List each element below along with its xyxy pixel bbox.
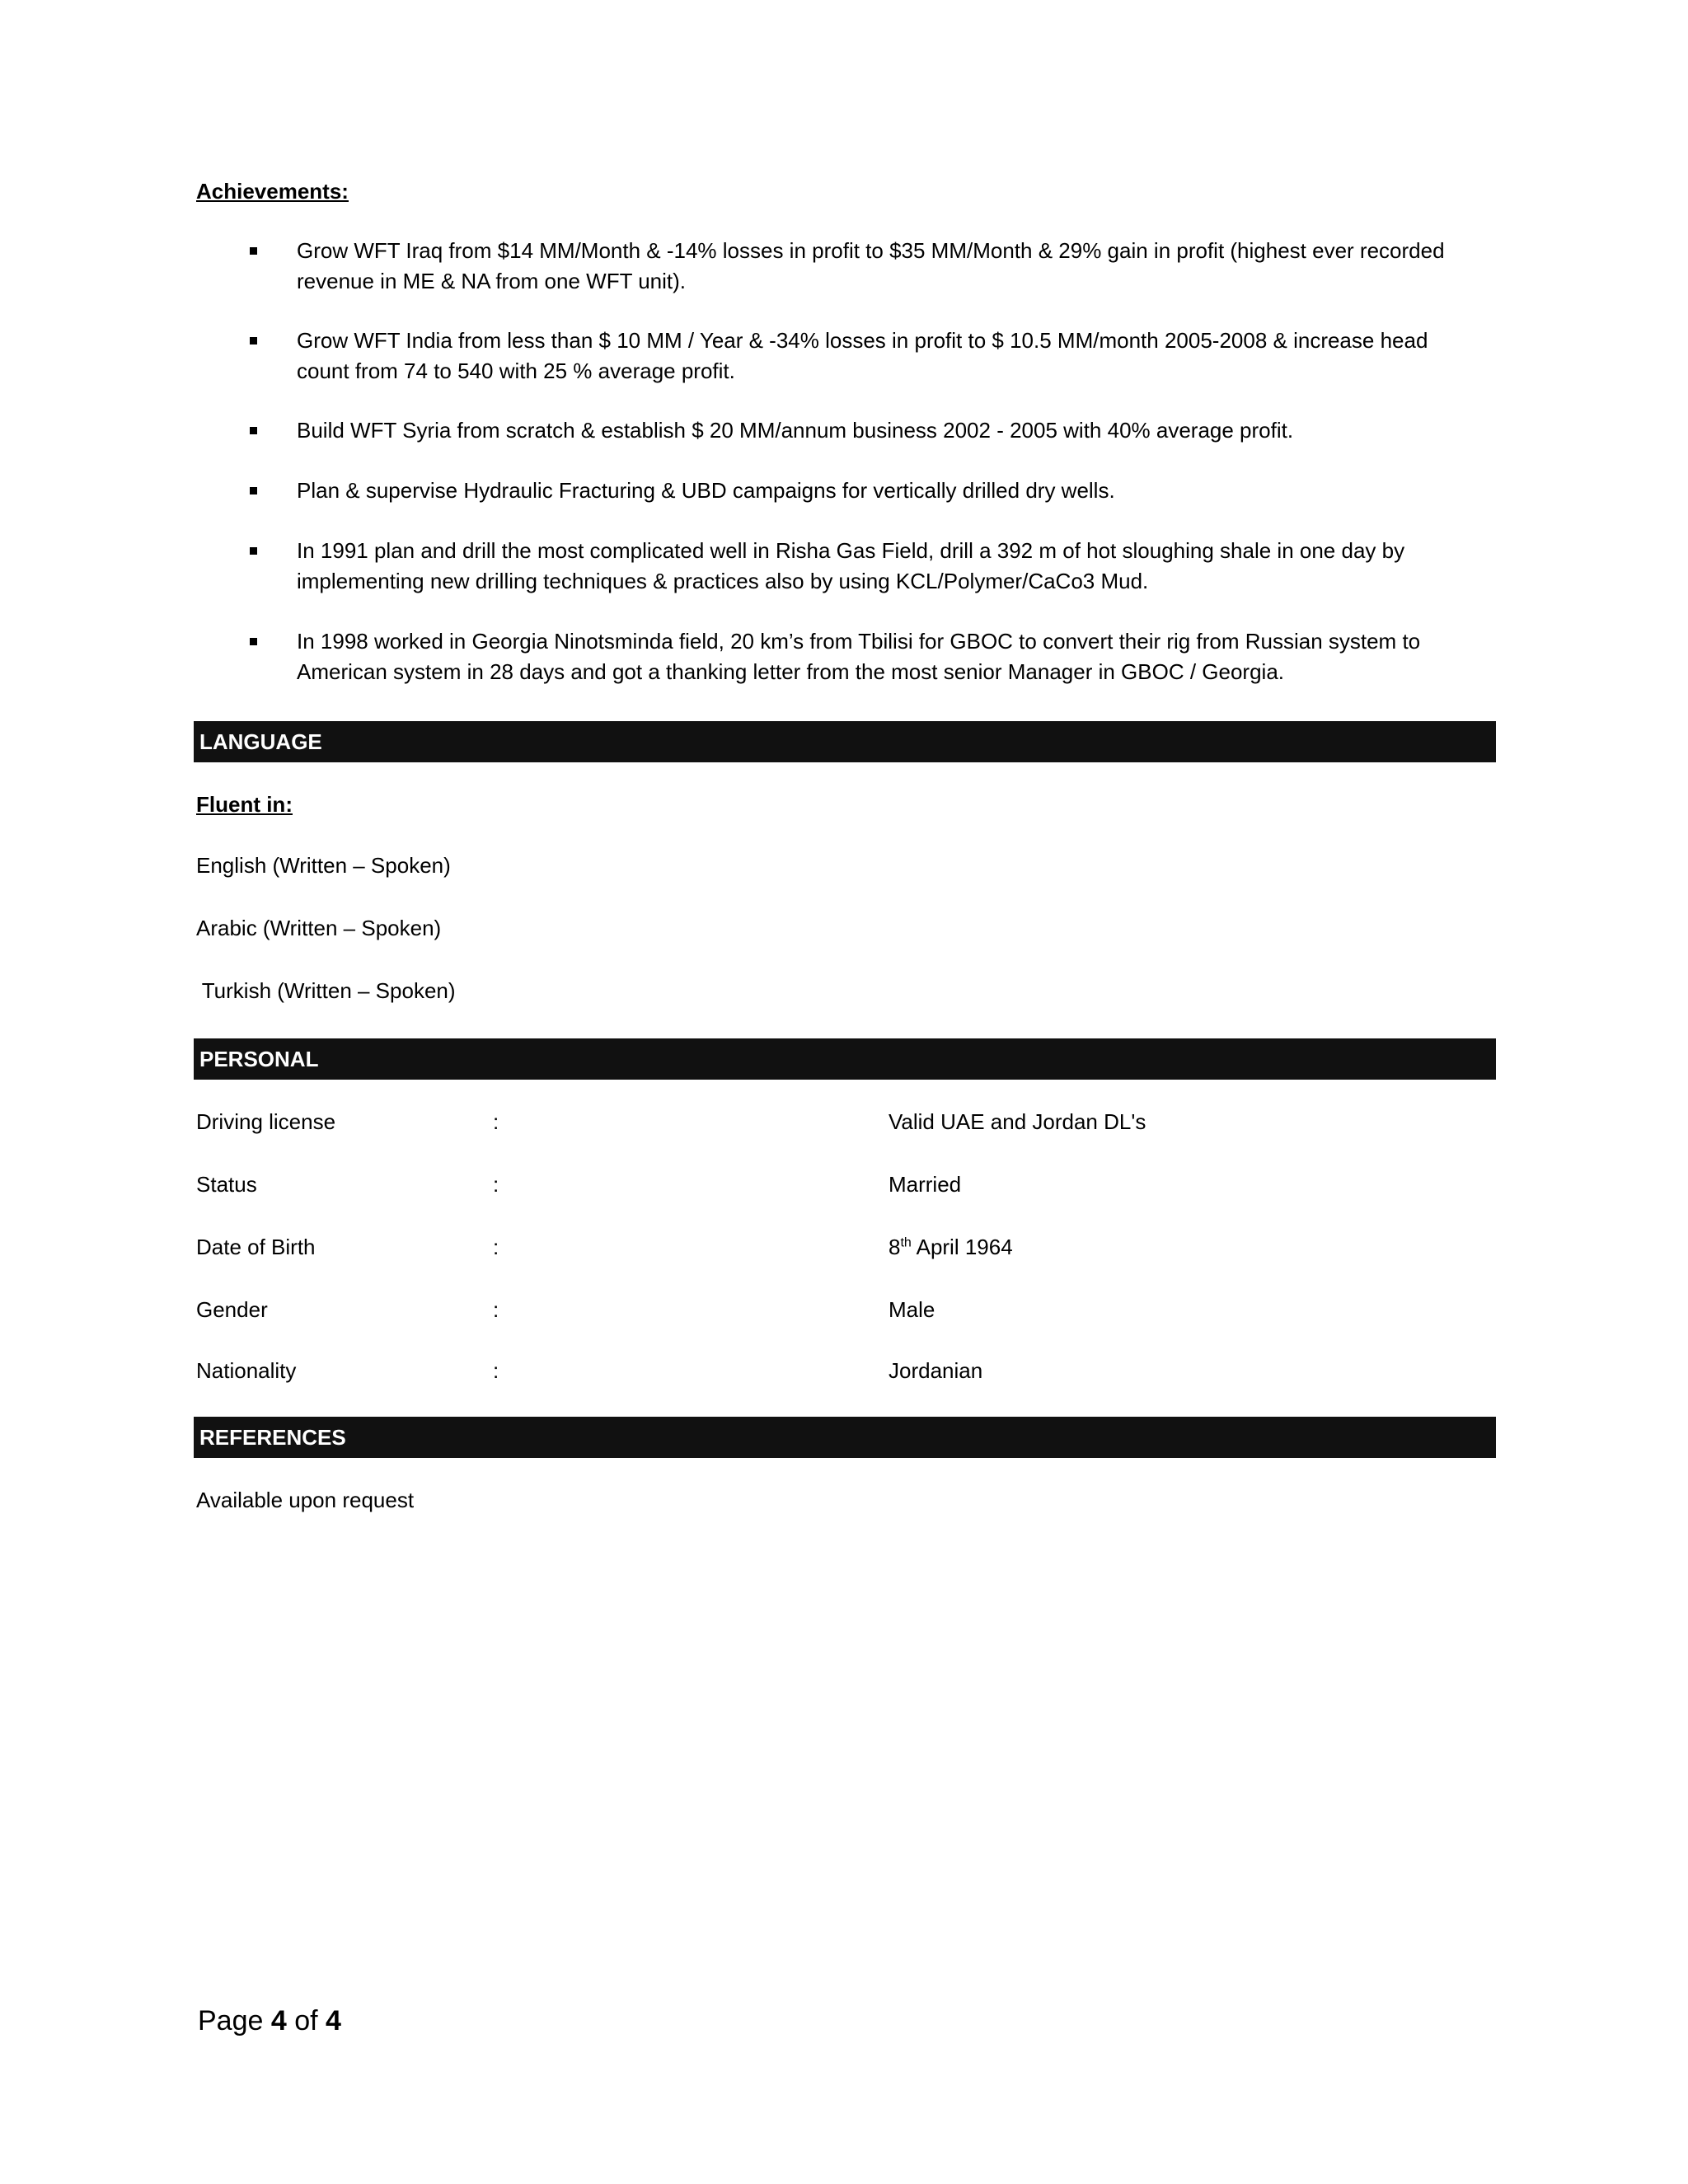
achievement-text: Grow WFT India from less than $ 10 MM / Year & -34% losses in profit to $ 10.5 MM/month 2005-2008 & increase head count from 74 to 540 with 25 % average profit. (297, 328, 1428, 383)
square-bullet-icon (250, 547, 257, 555)
achievements-heading: Achievements: (196, 179, 349, 204)
section-title: PERSONAL (199, 1047, 319, 1071)
section-title: REFERENCES (199, 1425, 346, 1450)
language-section-header (194, 721, 1496, 762)
dob-ordinal-suffix: th (900, 1235, 912, 1250)
personal-label: Driving license (196, 1109, 336, 1134)
personal-value: Married (889, 1172, 962, 1197)
language-item: Turkish (Written – Spoken) (196, 978, 456, 1003)
personal-separator: : (493, 1235, 499, 1259)
personal-label: Date of Birth (196, 1235, 316, 1259)
section-title: LANGUAGE (199, 729, 322, 754)
references-section-header (194, 1417, 1496, 1458)
achievement-text: In 1991 plan and drill the most complicated well in Risha Gas Field, drill a 392 m of hot sloughing shale in one day by implementing new drilling techniques & practices also by using KCL/Polymer/CaCo3 Mud. (297, 538, 1405, 593)
personal-separator: : (493, 1358, 499, 1383)
personal-label: Status (196, 1172, 257, 1197)
references-text: Available upon request (196, 1488, 415, 1512)
personal-separator: : (493, 1109, 499, 1134)
personal-label: Gender (196, 1297, 268, 1322)
personal-value-date-of-birth (889, 1232, 1013, 1263)
square-bullet-icon (250, 487, 257, 494)
personal-value: Male (889, 1297, 935, 1322)
current-page: 4 (270, 2005, 287, 2036)
page-word: Page (198, 2005, 271, 2036)
square-bullet-icon (250, 427, 257, 434)
achievement-text: Grow WFT Iraq from $14 MM/Month & -14% losses in profit to $35 MM/Month & 29% gain in profit (highest ever recorded revenue in ME & NA from one WFT unit). (297, 238, 1445, 293)
square-bullet-icon (250, 337, 257, 344)
personal-label: Nationality (196, 1358, 297, 1383)
achievement-text: Plan & supervise Hydraulic Fracturing & UBD campaigns for vertically drilled dry wells. (297, 478, 1115, 503)
personal-value: Valid UAE and Jordan DL's (889, 1109, 1146, 1134)
of-word: of (286, 2005, 326, 2036)
total-pages: 4 (326, 2005, 341, 2036)
dob-day: 8 (889, 1235, 901, 1259)
personal-section-header (194, 1038, 1496, 1080)
achievement-text: Build WFT Syria from scratch & establish $ 20 MM/annum business 2002 - 2005 with 40% average profit. (297, 418, 1294, 443)
achievement-text: In 1998 worked in Georgia Ninotsminda field, 20 km’s from Tbilisi for GBOC to convert their rig from Russian system to American system in 28 days and got a thanking letter from the most senior Manager in GBOC / Georgia. (297, 629, 1421, 684)
fluent-in-heading: Fluent in: (196, 792, 293, 817)
page-number (198, 2003, 341, 2039)
language-item: English (Written – Spoken) (196, 853, 451, 878)
personal-separator: : (493, 1297, 499, 1322)
personal-separator: : (493, 1172, 499, 1197)
dob-month-year: April 1964 (911, 1235, 1013, 1259)
square-bullet-icon (250, 247, 257, 255)
personal-value: Jordanian (889, 1358, 983, 1383)
language-item: Arabic (Written – Spoken) (196, 916, 442, 940)
square-bullet-icon (250, 638, 257, 645)
